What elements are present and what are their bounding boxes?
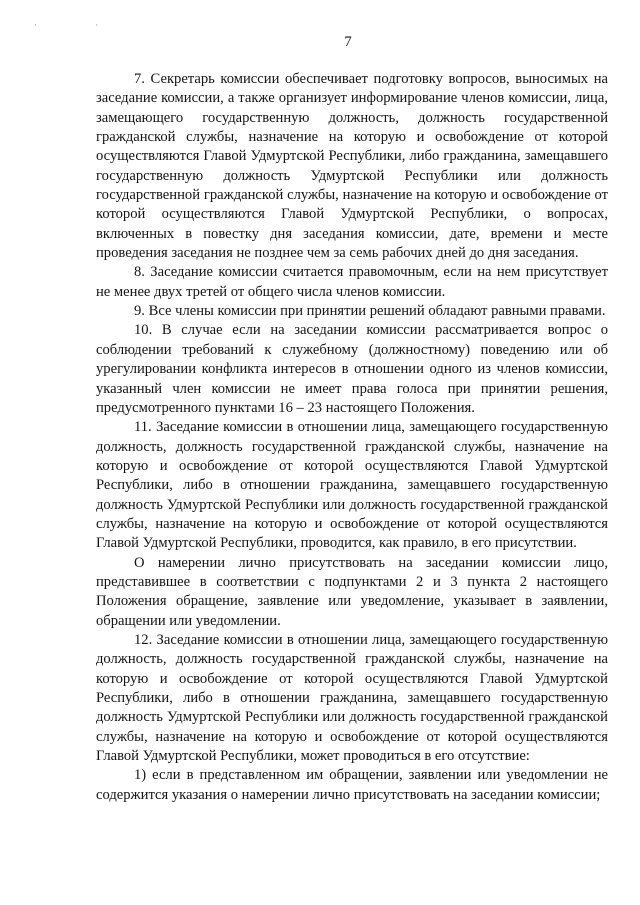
paragraph-8-quorum: 8. Заседание комиссии считается правомочным, если на нем присутствует не менее двух третей от общего числа членов комиссии. bbox=[96, 264, 608, 300]
paragraph-10-conflict: 10. В случае если на заседании комиссии рассматривается вопрос о соблюдении требований к служебному (должностному) поведению или об урегулировании конфликта интересов в отношении одного из членов комиссии, указанный член комиссии не имеет права голоса при принятии решения, предусмотренного пунктами 16 – 23 настоящего Положения. bbox=[96, 322, 608, 416]
scan-specks: · · bbox=[34, 20, 127, 30]
document-body bbox=[96, 70, 608, 805]
paragraph-12-item-1: 1) если в представленном им обращении, заявлении или уведомлении не содержится указания о намерении лично присутствовать на заседании комиссии; bbox=[96, 767, 608, 803]
paragraph-11-intent: О намерении лично присутствовать на заседании комиссии лицо, представившее в соответствии с подпунктами 2 и 3 пункта 2 настоящего Положения обращение, заявление или уведомление, указывает в заявлении, обращении или уведомлении. bbox=[96, 554, 608, 629]
paragraph-9-equal-rights: 9. Все члены комиссии при принятии решений обладают равными правами. bbox=[134, 303, 606, 320]
page-number: 7 bbox=[344, 34, 352, 50]
paragraph-7-secretary: 7. Секретарь комиссии обеспечивает подготовку вопросов, выносимых на заседание комиссии, а также организует информирование членов комиссии, лица, замещающего государственную должность, должность государственной гражданской службы, назначение на которую и освобождение от которой осуществляются Главой Удмуртской Республики, либо гражданина, замещавшего государственную должность Удмуртской Республики или должность государственной гражданской службы, назначение на которую и освобождение от которой осуществляются Главой Удмуртской Республики, о вопросах, включенных в повестку дня заседания комиссии, дате, времени и месте проведения заседания не позднее чем за семь рабочих дней до дня заседания. bbox=[96, 71, 608, 262]
paragraph-11-presence: 11. Заседание комиссии в отношении лица, замещающего государственную должность, должность государственной гражданской службы, назначение на которую и освобождение от которой осуществляются Главой Удмуртской Республики, либо в отношении гражданина, замещавшего государственную должность Удмуртской Республики или должность государственной гражданской службы, назначение на которую и освобождение от которой осуществляются Главой Удмуртской Республики, проводится, как правило, в его присутствии. bbox=[96, 419, 608, 552]
paragraph-12-absence: 12. Заседание комиссии в отношении лица, замещающего государственную должность, должность государственной гражданской службы, назначение на которую и освобождение от которой осуществляются Главой Удмуртской Республики, либо в отношении гражданина, замещавшего государственную должность Удмуртской Республики или должность государственной гражданской службы, назначение на которую и освобождение от которой осуществляются Главой Удмуртской Республики, может проводиться в его отсутствие: bbox=[96, 631, 608, 765]
